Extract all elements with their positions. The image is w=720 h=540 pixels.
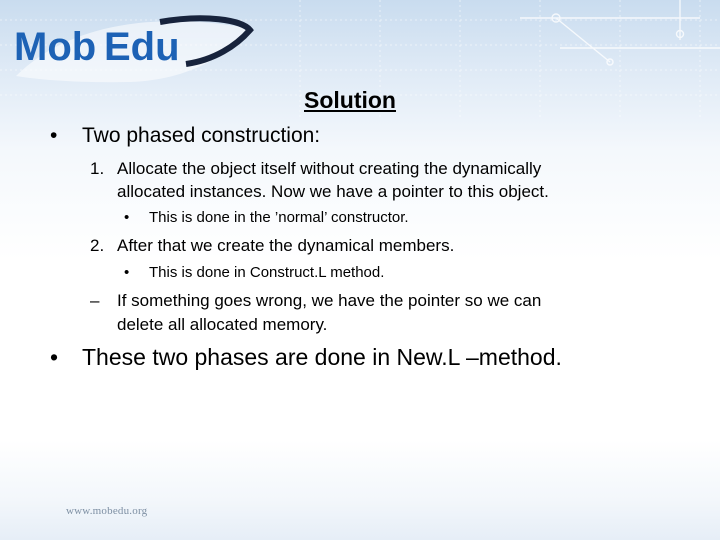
sub-bullet-marker: • [124,209,130,226]
footer-url: www.mobedu.org [66,505,148,517]
slide-title: Solution [304,87,396,113]
mobedu-logo [10,12,255,90]
step-two: After that we create the dynamical members. [117,236,455,255]
step-one-line1: Allocate the object itself without creating the dynamically [117,159,542,178]
sub-bullet-marker: • [124,264,130,281]
dash-item-line1: If something goes wrong, we have the pointer so we can [117,291,542,310]
bullet-marker: • [50,124,58,147]
step-one-line2: allocated instances. Now we have a pointer to this object. [117,182,549,201]
bullet-two-phased: Two phased construction: [82,124,321,147]
dash-marker: – [90,291,100,310]
svg-text:Edu: Edu [104,25,180,69]
bullet-new-method: These two phases are done in New.L –method. [82,344,562,370]
svg-text:Mob: Mob [14,25,97,69]
sub-bullet-normal-constructor: This is done in the ’normal’ constructor. [149,209,409,226]
sub-bullet-construct-method: This is done in Construct.L method. [149,264,385,281]
bullet-marker: • [50,344,59,370]
dash-item-line2: delete all allocated memory. [117,315,328,334]
number-marker: 1. [90,159,105,178]
number-marker: 2. [90,236,105,255]
